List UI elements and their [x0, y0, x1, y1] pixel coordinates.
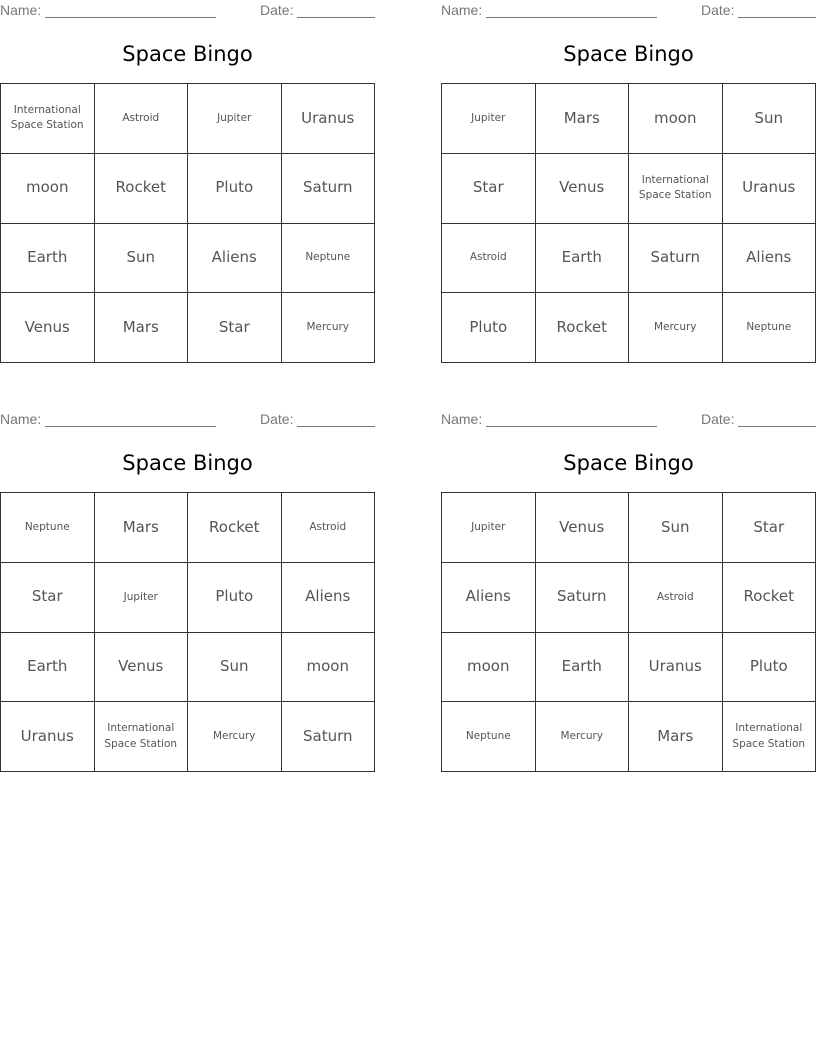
bingo-cell: Jupiter	[95, 563, 189, 633]
bingo-cell: moon	[1, 154, 95, 224]
date-blank	[297, 17, 375, 18]
bingo-cell: Sun	[95, 224, 189, 294]
bingo-cell: Astroid	[95, 84, 189, 154]
card-title: Space Bingo	[122, 42, 253, 66]
bingo-cell: Saturn	[536, 563, 630, 633]
bingo-cell: Neptune	[442, 702, 536, 772]
bingo-cell: Pluto	[442, 293, 536, 363]
name-label: Name:	[0, 2, 42, 18]
bingo-cell: Mercury	[188, 702, 282, 772]
bingo-cell: Saturn	[282, 702, 376, 772]
bingo-cell: Aliens	[188, 224, 282, 294]
bingo-cell: Uranus	[723, 154, 816, 224]
date-blank	[738, 426, 816, 427]
date-blank	[297, 426, 375, 427]
name-blank	[45, 17, 216, 18]
bingo-cell: Mercury	[282, 293, 376, 363]
date-label: Date:	[260, 2, 294, 18]
bingo-grid	[0, 492, 375, 772]
bingo-cell: Star	[188, 293, 282, 363]
bingo-grid	[441, 83, 816, 363]
bingo-cell: Uranus	[1, 702, 95, 772]
bingo-cell: Rocket	[188, 493, 282, 563]
bingo-cell: International Space Station	[1, 84, 95, 154]
name-date-line	[0, 409, 375, 429]
card-title: Space Bingo	[563, 42, 694, 66]
bingo-grid	[0, 83, 375, 363]
bingo-cell: Pluto	[188, 563, 282, 633]
bingo-cell: Star	[723, 493, 816, 563]
bingo-cell: International Space Station	[629, 154, 723, 224]
bingo-cell: Uranus	[282, 84, 376, 154]
bingo-cell: Sun	[723, 84, 816, 154]
name-date-line	[0, 0, 375, 20]
bingo-cell: Sun	[188, 633, 282, 703]
name-blank	[486, 426, 657, 427]
bingo-cell: Rocket	[95, 154, 189, 224]
bingo-cell: Astroid	[442, 224, 536, 294]
bingo-card	[0, 409, 375, 750]
bingo-cell: Astroid	[629, 563, 723, 633]
bingo-card	[441, 409, 816, 750]
bingo-cell: Mars	[95, 293, 189, 363]
bingo-cell: moon	[629, 84, 723, 154]
bingo-cell: Venus	[536, 154, 630, 224]
bingo-cell: Astroid	[282, 493, 376, 563]
bingo-cell: Saturn	[629, 224, 723, 294]
bingo-cell: Mars	[95, 493, 189, 563]
bingo-cell: Pluto	[188, 154, 282, 224]
bingo-cell: Earth	[536, 224, 630, 294]
bingo-cell: International Space Station	[95, 702, 189, 772]
bingo-cell: moon	[282, 633, 376, 703]
date-label: Date:	[701, 2, 735, 18]
bingo-cell: Aliens	[723, 224, 816, 294]
name-label: Name:	[441, 2, 483, 18]
name-blank	[486, 17, 657, 18]
bingo-card	[0, 0, 375, 336]
bingo-cell: Aliens	[442, 563, 536, 633]
name-label: Name:	[441, 411, 483, 427]
bingo-cell: Jupiter	[442, 84, 536, 154]
bingo-cell: Pluto	[723, 633, 816, 703]
bingo-cell: Jupiter	[188, 84, 282, 154]
bingo-cell: Star	[442, 154, 536, 224]
bingo-cell: Mercury	[536, 702, 630, 772]
date-label: Date:	[701, 411, 735, 427]
name-blank	[45, 426, 216, 427]
name-date-line	[441, 0, 816, 20]
bingo-cell: Mars	[536, 84, 630, 154]
date-label: Date:	[260, 411, 294, 427]
bingo-cell: Saturn	[282, 154, 376, 224]
bingo-grid	[441, 492, 816, 772]
bingo-cell: moon	[442, 633, 536, 703]
name-label: Name:	[0, 411, 42, 427]
bingo-cell: Neptune	[1, 493, 95, 563]
card-title: Space Bingo	[122, 451, 253, 475]
bingo-cell: Aliens	[282, 563, 376, 633]
bingo-cell: Star	[1, 563, 95, 633]
date-blank	[738, 17, 816, 18]
bingo-cell: Jupiter	[442, 493, 536, 563]
card-title: Space Bingo	[563, 451, 694, 475]
bingo-cell: Neptune	[282, 224, 376, 294]
bingo-cell: Earth	[1, 633, 95, 703]
bingo-cell: Venus	[95, 633, 189, 703]
bingo-cell: Rocket	[723, 563, 816, 633]
bingo-cell: Venus	[536, 493, 630, 563]
bingo-card	[441, 0, 816, 336]
bingo-cell: Sun	[629, 493, 723, 563]
bingo-cell: Earth	[1, 224, 95, 294]
bingo-cell: Mars	[629, 702, 723, 772]
bingo-cell: Neptune	[723, 293, 816, 363]
bingo-cell: Uranus	[629, 633, 723, 703]
name-date-line	[441, 409, 816, 429]
bingo-cell: Rocket	[536, 293, 630, 363]
bingo-cell: International Space Station	[723, 702, 816, 772]
bingo-cell: Earth	[536, 633, 630, 703]
bingo-cell: Venus	[1, 293, 95, 363]
bingo-cell: Mercury	[629, 293, 723, 363]
